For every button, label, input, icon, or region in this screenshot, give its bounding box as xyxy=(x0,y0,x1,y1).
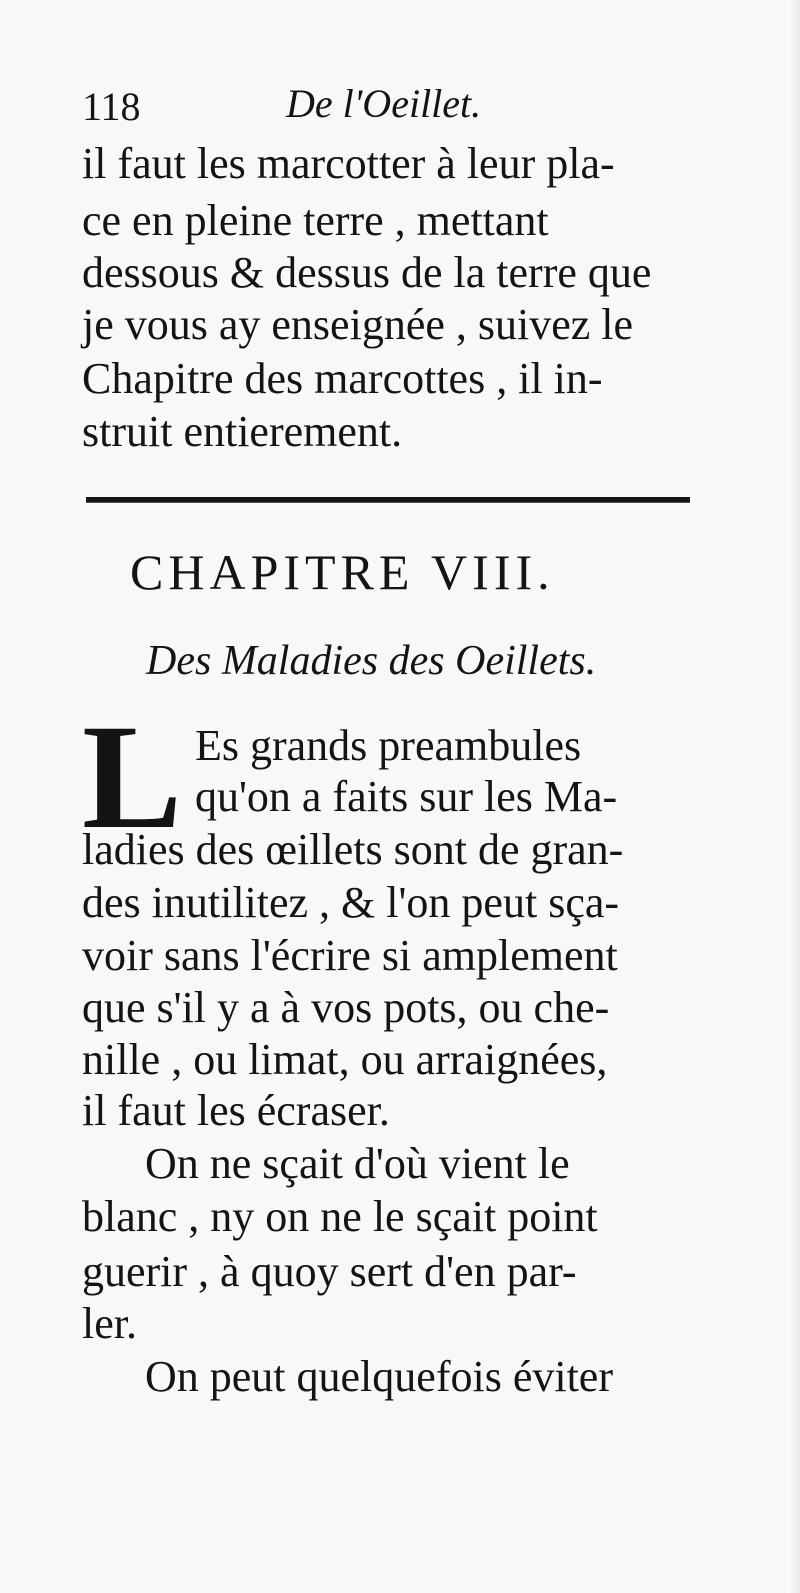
text-line: il faut les écraser. xyxy=(82,1086,390,1135)
text-line: que s'il y a à vos pots, ou che- xyxy=(82,983,610,1032)
section-divider xyxy=(86,497,690,503)
text-line: Es grands preambules xyxy=(195,721,582,770)
text-line: On ne sçait d'où vient le xyxy=(145,1139,570,1188)
text-line: Chapitre des marcottes , il in- xyxy=(82,354,603,403)
text-line: des inutilitez , & l'on peut sça- xyxy=(82,878,620,927)
text-line: ladies des œillets sont de gran- xyxy=(82,825,624,874)
text-line: qu'on a faits sur les Ma- xyxy=(195,772,618,821)
text-line: ce en pleine terre , mettant xyxy=(82,196,549,245)
drop-cap: L xyxy=(82,694,183,860)
text-line: il faut les marcotter à leur pla- xyxy=(82,139,615,188)
text-line: ler. xyxy=(82,1299,137,1348)
text-line: nille , ou limat, ou arraignées, xyxy=(82,1035,608,1084)
text-line: On peut quelquefois éviter xyxy=(145,1352,613,1401)
running-title: De l'Oeillet. xyxy=(286,81,482,126)
text-line: je vous ay enseignée , suivez le xyxy=(82,300,634,349)
text-line: dessous & dessus de la terre que xyxy=(82,248,652,297)
text-line: guerir , à quoy sert d'en par- xyxy=(82,1247,577,1296)
text-line: voir sans l'écrire si amplement xyxy=(82,931,618,980)
chapter-title: CHAPITRE VIII. xyxy=(130,544,555,600)
page-edge xyxy=(786,0,800,1593)
page-number: 118 xyxy=(82,84,141,129)
text-line: blanc , ny on ne le sçait point xyxy=(82,1192,598,1241)
text-line: struit entierement. xyxy=(82,407,403,456)
chapter-subtitle: Des Maladies des Oeillets. xyxy=(146,638,597,684)
